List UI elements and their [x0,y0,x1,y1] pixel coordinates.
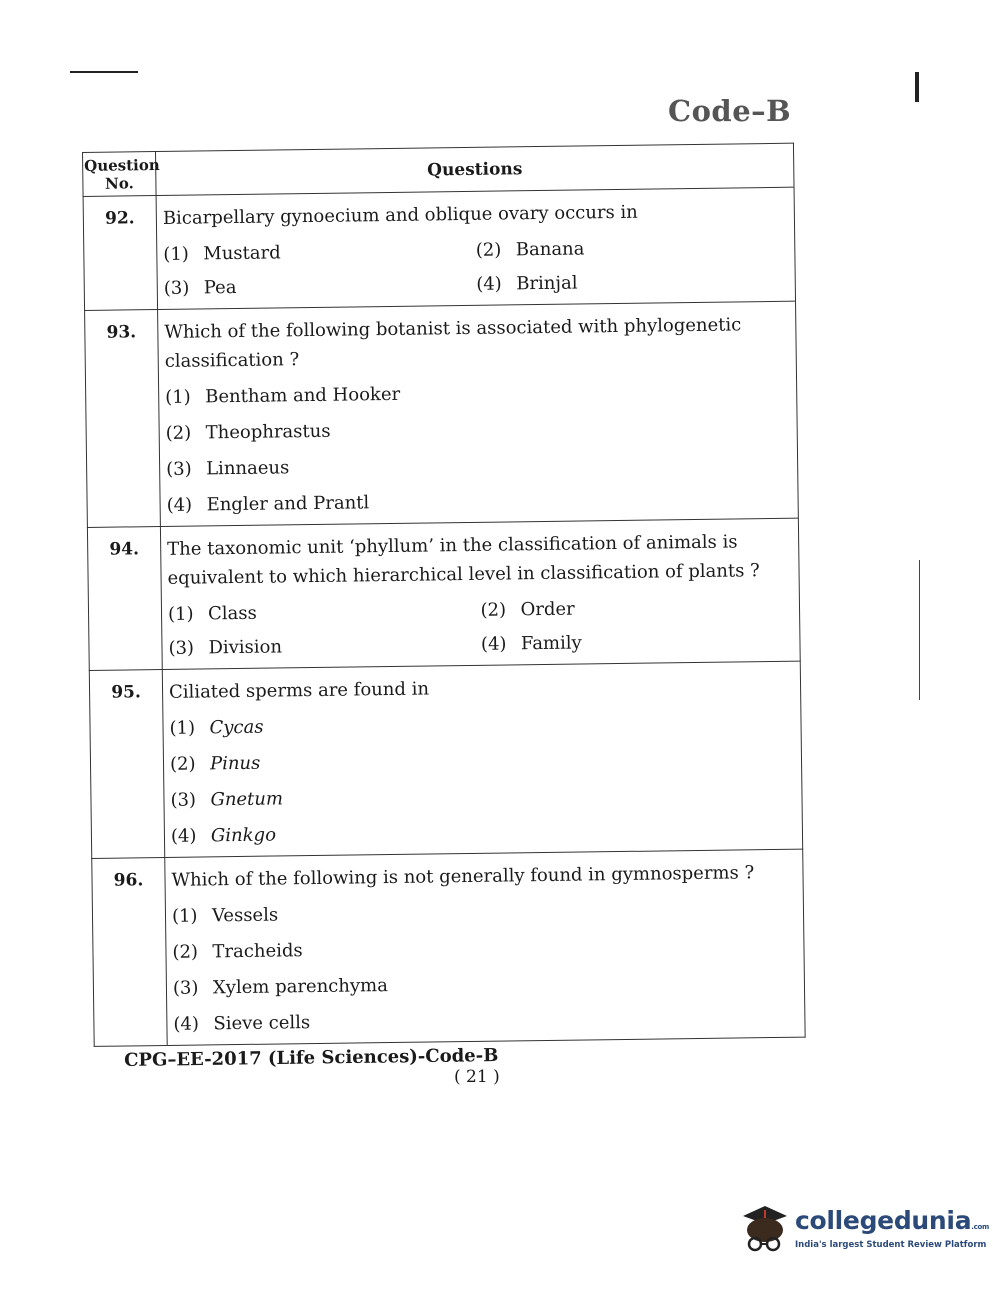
option-1: (1) Vessels [171,904,279,927]
option-2: (2) Pinus [169,752,261,775]
option-3: (3) Division [168,636,283,659]
header-question-no: Question No. [83,152,157,197]
question-text: Which of the following botanist is associated with phylogenetic classification ? [164,314,742,372]
option-2: (2) Banana [475,238,585,261]
question-number: 95. [89,669,164,858]
option-list [172,891,799,1045]
question-text: Bicarpellary gynoecium and oblique ovary occurs in [162,201,638,229]
page-number: ( 21 ) [454,1067,500,1087]
option-4: (4) Ginkgo [170,824,277,847]
header-questions: Questions [156,143,795,195]
option-4: (4) Engler and Prantl [166,492,370,516]
option-4: (4) Family [480,632,582,655]
question-sheet [82,143,805,1035]
question-row [87,518,800,670]
option-3: (3) Linnaeus [166,457,290,480]
option-1: (1) Bentham and Hooker [165,383,401,408]
option-4: (4) Brinjal [476,272,578,295]
option-1: (1) Mustard [163,242,281,265]
option-list [168,589,794,669]
logo-tagline: India's largest Student Review Platform [795,1240,987,1250]
option-list [163,229,789,309]
option-3: (3) Xylem parenchyma [172,975,389,999]
question-number: 93. [85,310,161,528]
mascot-icon [735,1198,793,1258]
footer-exam-code: CPG–EE-2017 (Life Sciences)-Code-B [124,1045,499,1071]
question-row [83,187,795,310]
collegedunia-logo [735,1198,989,1258]
question-text: Which of the following is not generally found in gymnosperms ? [171,862,755,891]
option-2: (2) Tracheids [172,940,303,963]
question-row [92,849,805,1046]
option-2: (2) Order [480,598,575,621]
question-table [82,143,806,1047]
question-number: 96. [92,857,167,1046]
question-number: 94. [87,527,162,671]
option-1: (1) Cycas [169,716,264,739]
question-text: Ciliated sperms are found in [168,678,430,703]
question-number: 92. [83,196,157,311]
option-3: (3) Gnetum [170,788,284,811]
option-list [169,703,796,857]
option-1: (1) Class [167,602,257,625]
edge-mark [919,560,920,700]
question-text: The taxonomic unit ‘phyllum’ in the classification of animals is equivalent to which hierarchical level in classification of plants ? [167,531,760,589]
code-label: Code–B [668,94,792,128]
logo-name: collegedunia.com [795,1206,989,1235]
option-list [165,372,792,526]
top-rule [70,71,138,73]
question-row [89,661,802,858]
option-4: (4) Sieve cells [173,1012,311,1035]
option-2: (2) Theophrastus [165,420,331,444]
option-3: (3) Pea [163,276,237,299]
question-row [85,301,799,527]
edge-mark [915,72,919,102]
